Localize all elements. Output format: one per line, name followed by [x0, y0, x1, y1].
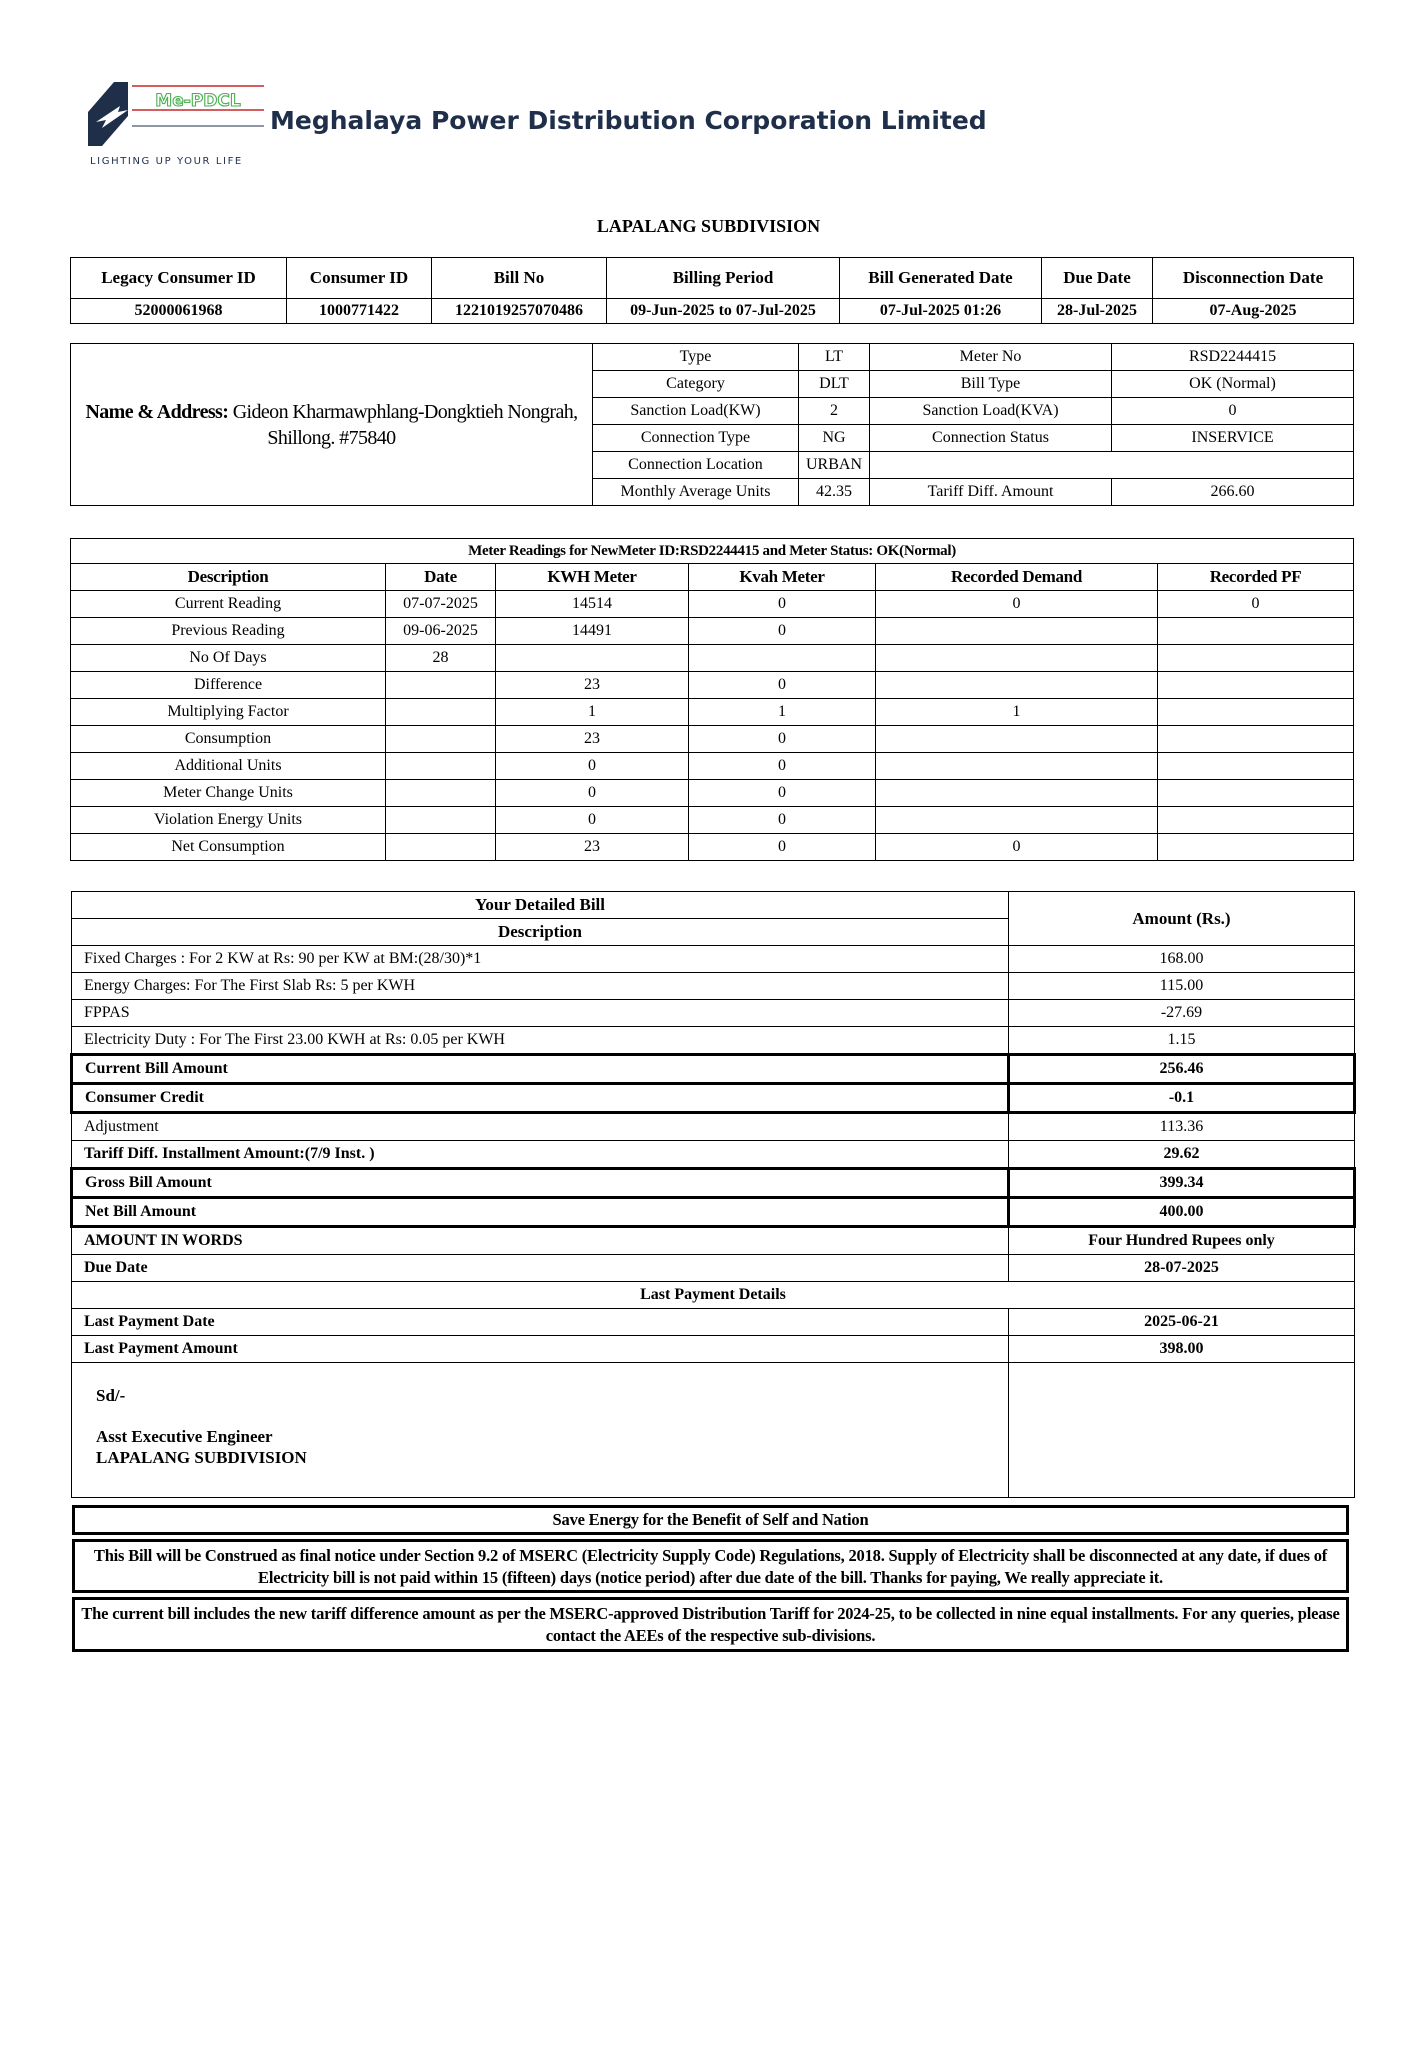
info-value: RSD2244415 — [1112, 344, 1354, 371]
billing-period: 09-Jun-2025 to 07-Jul-2025 — [607, 299, 840, 324]
bill-header-table — [70, 257, 1354, 324]
meter-cell: Net Consumption — [71, 834, 386, 861]
adjustment-amount: 113.36 — [1009, 1113, 1355, 1141]
meter-cell: 0 — [1158, 591, 1354, 618]
meter-cell — [386, 672, 496, 699]
meter-cell: 14491 — [496, 618, 689, 645]
info-value: LT — [799, 344, 870, 371]
header-values-row — [71, 299, 1354, 324]
meter-cell: 0 — [689, 672, 876, 699]
meter-cell — [386, 780, 496, 807]
info-value: INSERVICE — [1112, 425, 1354, 452]
current-bill-row — [72, 1055, 1355, 1084]
meter-cell — [386, 726, 496, 753]
info-label: Sanction Load(KW) — [593, 398, 799, 425]
net-bill-amount: 400.00 — [1009, 1198, 1355, 1227]
meter-cell: 0 — [876, 834, 1158, 861]
meter-row — [71, 699, 1354, 726]
info-value: NG — [799, 425, 870, 452]
last-payment-date-row — [72, 1309, 1355, 1336]
bill-line-label: Fixed Charges : For 2 KW at Rs: 90 per KW at BM:(28/30)*1 — [72, 946, 1009, 973]
info-label: Connection Type — [593, 425, 799, 452]
consumer-credit-row — [72, 1084, 1355, 1113]
bill-generated-date: 07-Jul-2025 01:26 — [840, 299, 1042, 324]
header-label: Disconnection Date — [1153, 258, 1354, 299]
company-name: Meghalaya Power Distribution Corporation Limited — [270, 106, 987, 135]
name-address — [71, 344, 593, 506]
meter-caption-row — [71, 539, 1354, 564]
info-label: Category — [593, 371, 799, 398]
info-empty — [870, 452, 1354, 479]
info-label: Connection Status — [870, 425, 1112, 452]
bill-line-label: FPPAS — [72, 1000, 1009, 1027]
meter-row — [71, 780, 1354, 807]
tariff-notice: The current bill includes the new tariff difference amount as per the MSERC-approved Distribution Tariff for 2024-25, to be collected in nine equal installments. For any queries, please contact the AEEs of the respective sub-divisions. — [72, 1597, 1349, 1652]
bill-due-date-label: Due Date — [72, 1255, 1009, 1282]
last-payment-amount-label: Last Payment Amount — [72, 1336, 1009, 1363]
signature-sd: Sd/- — [96, 1386, 126, 1405]
bill-line-label: Electricity Duty : For The First 23.00 KWH at Rs: 0.05 per KWH — [72, 1027, 1009, 1055]
meter-cell: 0 — [496, 780, 689, 807]
info-label: Monthly Average Units — [593, 479, 799, 506]
signature-office: LAPALANG SUBDIVISION — [96, 1448, 307, 1467]
current-bill-amount: 256.46 — [1009, 1055, 1355, 1084]
meter-cell — [876, 645, 1158, 672]
bill-line-amount: -27.69 — [1009, 1000, 1355, 1027]
meter-readings-table — [70, 538, 1354, 861]
last-payment-title: Last Payment Details — [72, 1282, 1355, 1309]
meter-rows — [71, 591, 1354, 861]
meter-cell: Current Reading — [71, 591, 386, 618]
meter-cell: 23 — [496, 726, 689, 753]
meter-cell: Meter Change Units — [71, 780, 386, 807]
svg-text:LIGHTING UP YOUR LIFE: LIGHTING UP YOUR LIFE — [90, 156, 243, 167]
amount-header: Amount (Rs.) — [1009, 892, 1355, 946]
header-label: Bill No — [432, 258, 607, 299]
meter-cell — [386, 834, 496, 861]
info-value: URBAN — [799, 452, 870, 479]
meter-cell: 0 — [689, 780, 876, 807]
info-value: 42.35 — [799, 479, 870, 506]
bill-line — [72, 973, 1355, 1000]
amount-words-row — [72, 1227, 1355, 1255]
meter-row — [71, 753, 1354, 780]
info-row — [71, 344, 1354, 371]
meter-cell — [876, 618, 1158, 645]
header-label: Billing Period — [607, 258, 840, 299]
amount-words-label: AMOUNT IN WORDS — [72, 1227, 1009, 1255]
meter-cell — [876, 753, 1158, 780]
last-payment-amount-row — [72, 1336, 1355, 1363]
meter-cell: Previous Reading — [71, 618, 386, 645]
header-label: Due Date — [1042, 258, 1153, 299]
description-header: Description — [72, 919, 1009, 946]
meter-col-header: Recorded Demand — [876, 564, 1158, 591]
meter-cell — [386, 753, 496, 780]
adjustment-row — [72, 1113, 1355, 1141]
header-labels-row — [71, 258, 1354, 299]
meter-cell — [1158, 672, 1354, 699]
meter-cell: 0 — [876, 591, 1158, 618]
meter-cell — [876, 780, 1158, 807]
meter-cell: 0 — [496, 753, 689, 780]
last-payment-date-label: Last Payment Date — [72, 1309, 1009, 1336]
meter-cell — [876, 726, 1158, 753]
meter-cell — [1158, 645, 1354, 672]
adjustment-label: Adjustment — [72, 1113, 1009, 1141]
header-label: Bill Generated Date — [840, 258, 1042, 299]
bill-line — [72, 946, 1355, 973]
amount-words-value: Four Hundred Rupees only — [1009, 1227, 1355, 1255]
svg-text:Me-PDCL: Me-PDCL — [155, 91, 241, 111]
save-energy-notice: Save Energy for the Benefit of Self and Nation — [72, 1505, 1349, 1535]
disconnection-date: 07-Aug-2025 — [1153, 299, 1354, 324]
meter-cell: Multiplying Factor — [71, 699, 386, 726]
meter-cell: Violation Energy Units — [71, 807, 386, 834]
meter-cell: 23 — [496, 672, 689, 699]
meter-cell: 1 — [876, 699, 1158, 726]
consumer-id: 1000771422 — [287, 299, 432, 324]
meter-cell: Additional Units — [71, 753, 386, 780]
meter-cell: Consumption — [71, 726, 386, 753]
tariff-installment-amount: 29.62 — [1009, 1141, 1355, 1169]
meter-cell — [1158, 726, 1354, 753]
meter-row — [71, 672, 1354, 699]
meter-cell: No Of Days — [71, 645, 386, 672]
bill-title: Your Detailed Bill — [72, 892, 1009, 919]
info-value: 2 — [799, 398, 870, 425]
meter-cell — [1158, 780, 1354, 807]
company-logo — [88, 82, 268, 168]
due-date: 28-Jul-2025 — [1042, 299, 1153, 324]
meter-col-header: Recorded PF — [1158, 564, 1354, 591]
meter-cell — [386, 699, 496, 726]
info-label: Tariff Diff. Amount — [870, 479, 1112, 506]
gross-bill-label: Gross Bill Amount — [72, 1169, 1009, 1198]
name-address-label: Name & Address: — [85, 400, 229, 423]
current-bill-label: Current Bill Amount — [72, 1055, 1009, 1084]
meter-cell: 23 — [496, 834, 689, 861]
meter-cell — [386, 807, 496, 834]
meter-cell: 09-06-2025 — [386, 618, 496, 645]
net-bill-label: Net Bill Amount — [72, 1198, 1009, 1227]
bill-line-amount: 1.15 — [1009, 1027, 1355, 1055]
meter-row — [71, 834, 1354, 861]
consumer-info-table — [70, 343, 1354, 506]
bill-due-date-value: 28-07-2025 — [1009, 1255, 1355, 1282]
info-value: OK (Normal) — [1112, 371, 1354, 398]
detailed-bill-table — [70, 891, 1356, 1498]
meter-cell — [1158, 699, 1354, 726]
gross-bill-row — [72, 1169, 1355, 1198]
meter-cell: 0 — [689, 753, 876, 780]
meter-header-row — [71, 564, 1354, 591]
meter-cell — [1158, 834, 1354, 861]
meter-row — [71, 807, 1354, 834]
consumer-credit-amount: -0.1 — [1009, 1084, 1355, 1113]
meter-cell — [689, 645, 876, 672]
bill-no: 1221019257070486 — [432, 299, 607, 324]
signature-title: Asst Executive Engineer — [96, 1427, 273, 1446]
info-label: Bill Type — [870, 371, 1112, 398]
info-label: Connection Location — [593, 452, 799, 479]
meter-cell: 1 — [496, 699, 689, 726]
bill-title-row — [72, 892, 1355, 919]
meter-cell — [1158, 753, 1354, 780]
bill-due-date-row — [72, 1255, 1355, 1282]
meter-row — [71, 645, 1354, 672]
signature-row — [72, 1363, 1355, 1498]
final-notice: This Bill will be Construed as final notice under Section 9.2 of MSERC (Electricity Supply Code) Regulations, 2018. Supply of Electricity shall be disconnected at any date, if dues of Electricity bill is not paid within 15 (fifteen) days (notice period) after due date of the bill. Thanks for paying, We really appreciate it. — [72, 1539, 1349, 1593]
meter-cell: 0 — [496, 807, 689, 834]
subdivision-title: LAPALANG SUBDIVISION — [596, 216, 821, 236]
info-label: Sanction Load(KVA) — [870, 398, 1112, 425]
info-label: Type — [593, 344, 799, 371]
header-label: Consumer ID — [287, 258, 432, 299]
bill-line-amount: 115.00 — [1009, 973, 1355, 1000]
meter-cell: 1 — [689, 699, 876, 726]
last-payment-date: 2025-06-21 — [1009, 1309, 1355, 1336]
meter-cell: Difference — [71, 672, 386, 699]
meter-cell: 0 — [689, 591, 876, 618]
meter-cell — [1158, 618, 1354, 645]
meter-cell — [876, 672, 1158, 699]
meter-col-header: Date — [386, 564, 496, 591]
bill-line-amount: 168.00 — [1009, 946, 1355, 973]
last-payment-amount: 398.00 — [1009, 1336, 1355, 1363]
consumer-credit-label: Consumer Credit — [72, 1084, 1009, 1113]
bill-line — [72, 1000, 1355, 1027]
meter-cell: 0 — [689, 618, 876, 645]
meter-caption: Meter Readings for NewMeter ID:RSD2244415 and Meter Status: OK(Normal) — [71, 539, 1354, 564]
meter-cell: 28 — [386, 645, 496, 672]
net-bill-row — [72, 1198, 1355, 1227]
tariff-installment-label: Tariff Diff. Installment Amount:(7/9 Inst. ) — [72, 1141, 1009, 1169]
info-label: Meter No — [870, 344, 1112, 371]
meter-col-header: KWH Meter — [496, 564, 689, 591]
legacy-consumer-id: 52000061968 — [71, 299, 287, 324]
gross-bill-amount: 399.34 — [1009, 1169, 1355, 1198]
meter-cell: 14514 — [496, 591, 689, 618]
meter-row — [71, 591, 1354, 618]
bill-line — [72, 1027, 1355, 1055]
meter-row — [71, 726, 1354, 753]
signature-empty-cell — [1009, 1363, 1355, 1498]
meter-cell — [496, 645, 689, 672]
meter-col-header: Description — [71, 564, 386, 591]
header-label: Legacy Consumer ID — [71, 258, 287, 299]
meter-row — [71, 618, 1354, 645]
name-address-value: Gideon Kharmawphlang-Dongktieh Nongrah, Shillong. #75840 — [232, 400, 578, 449]
meter-cell: 0 — [689, 834, 876, 861]
meter-cell — [876, 807, 1158, 834]
meter-cell: 07-07-2025 — [386, 591, 496, 618]
info-value: 0 — [1112, 398, 1354, 425]
meter-cell: 0 — [689, 726, 876, 753]
signature-block — [72, 1363, 1009, 1498]
tariff-installment-row — [72, 1141, 1355, 1169]
info-value: DLT — [799, 371, 870, 398]
meter-cell: 0 — [689, 807, 876, 834]
last-payment-title-row — [72, 1282, 1355, 1309]
meter-cell — [1158, 807, 1354, 834]
info-value: 266.60 — [1112, 479, 1354, 506]
meter-col-header: Kvah Meter — [689, 564, 876, 591]
bill-line-label: Energy Charges: For The First Slab Rs: 5 per KWH — [72, 973, 1009, 1000]
